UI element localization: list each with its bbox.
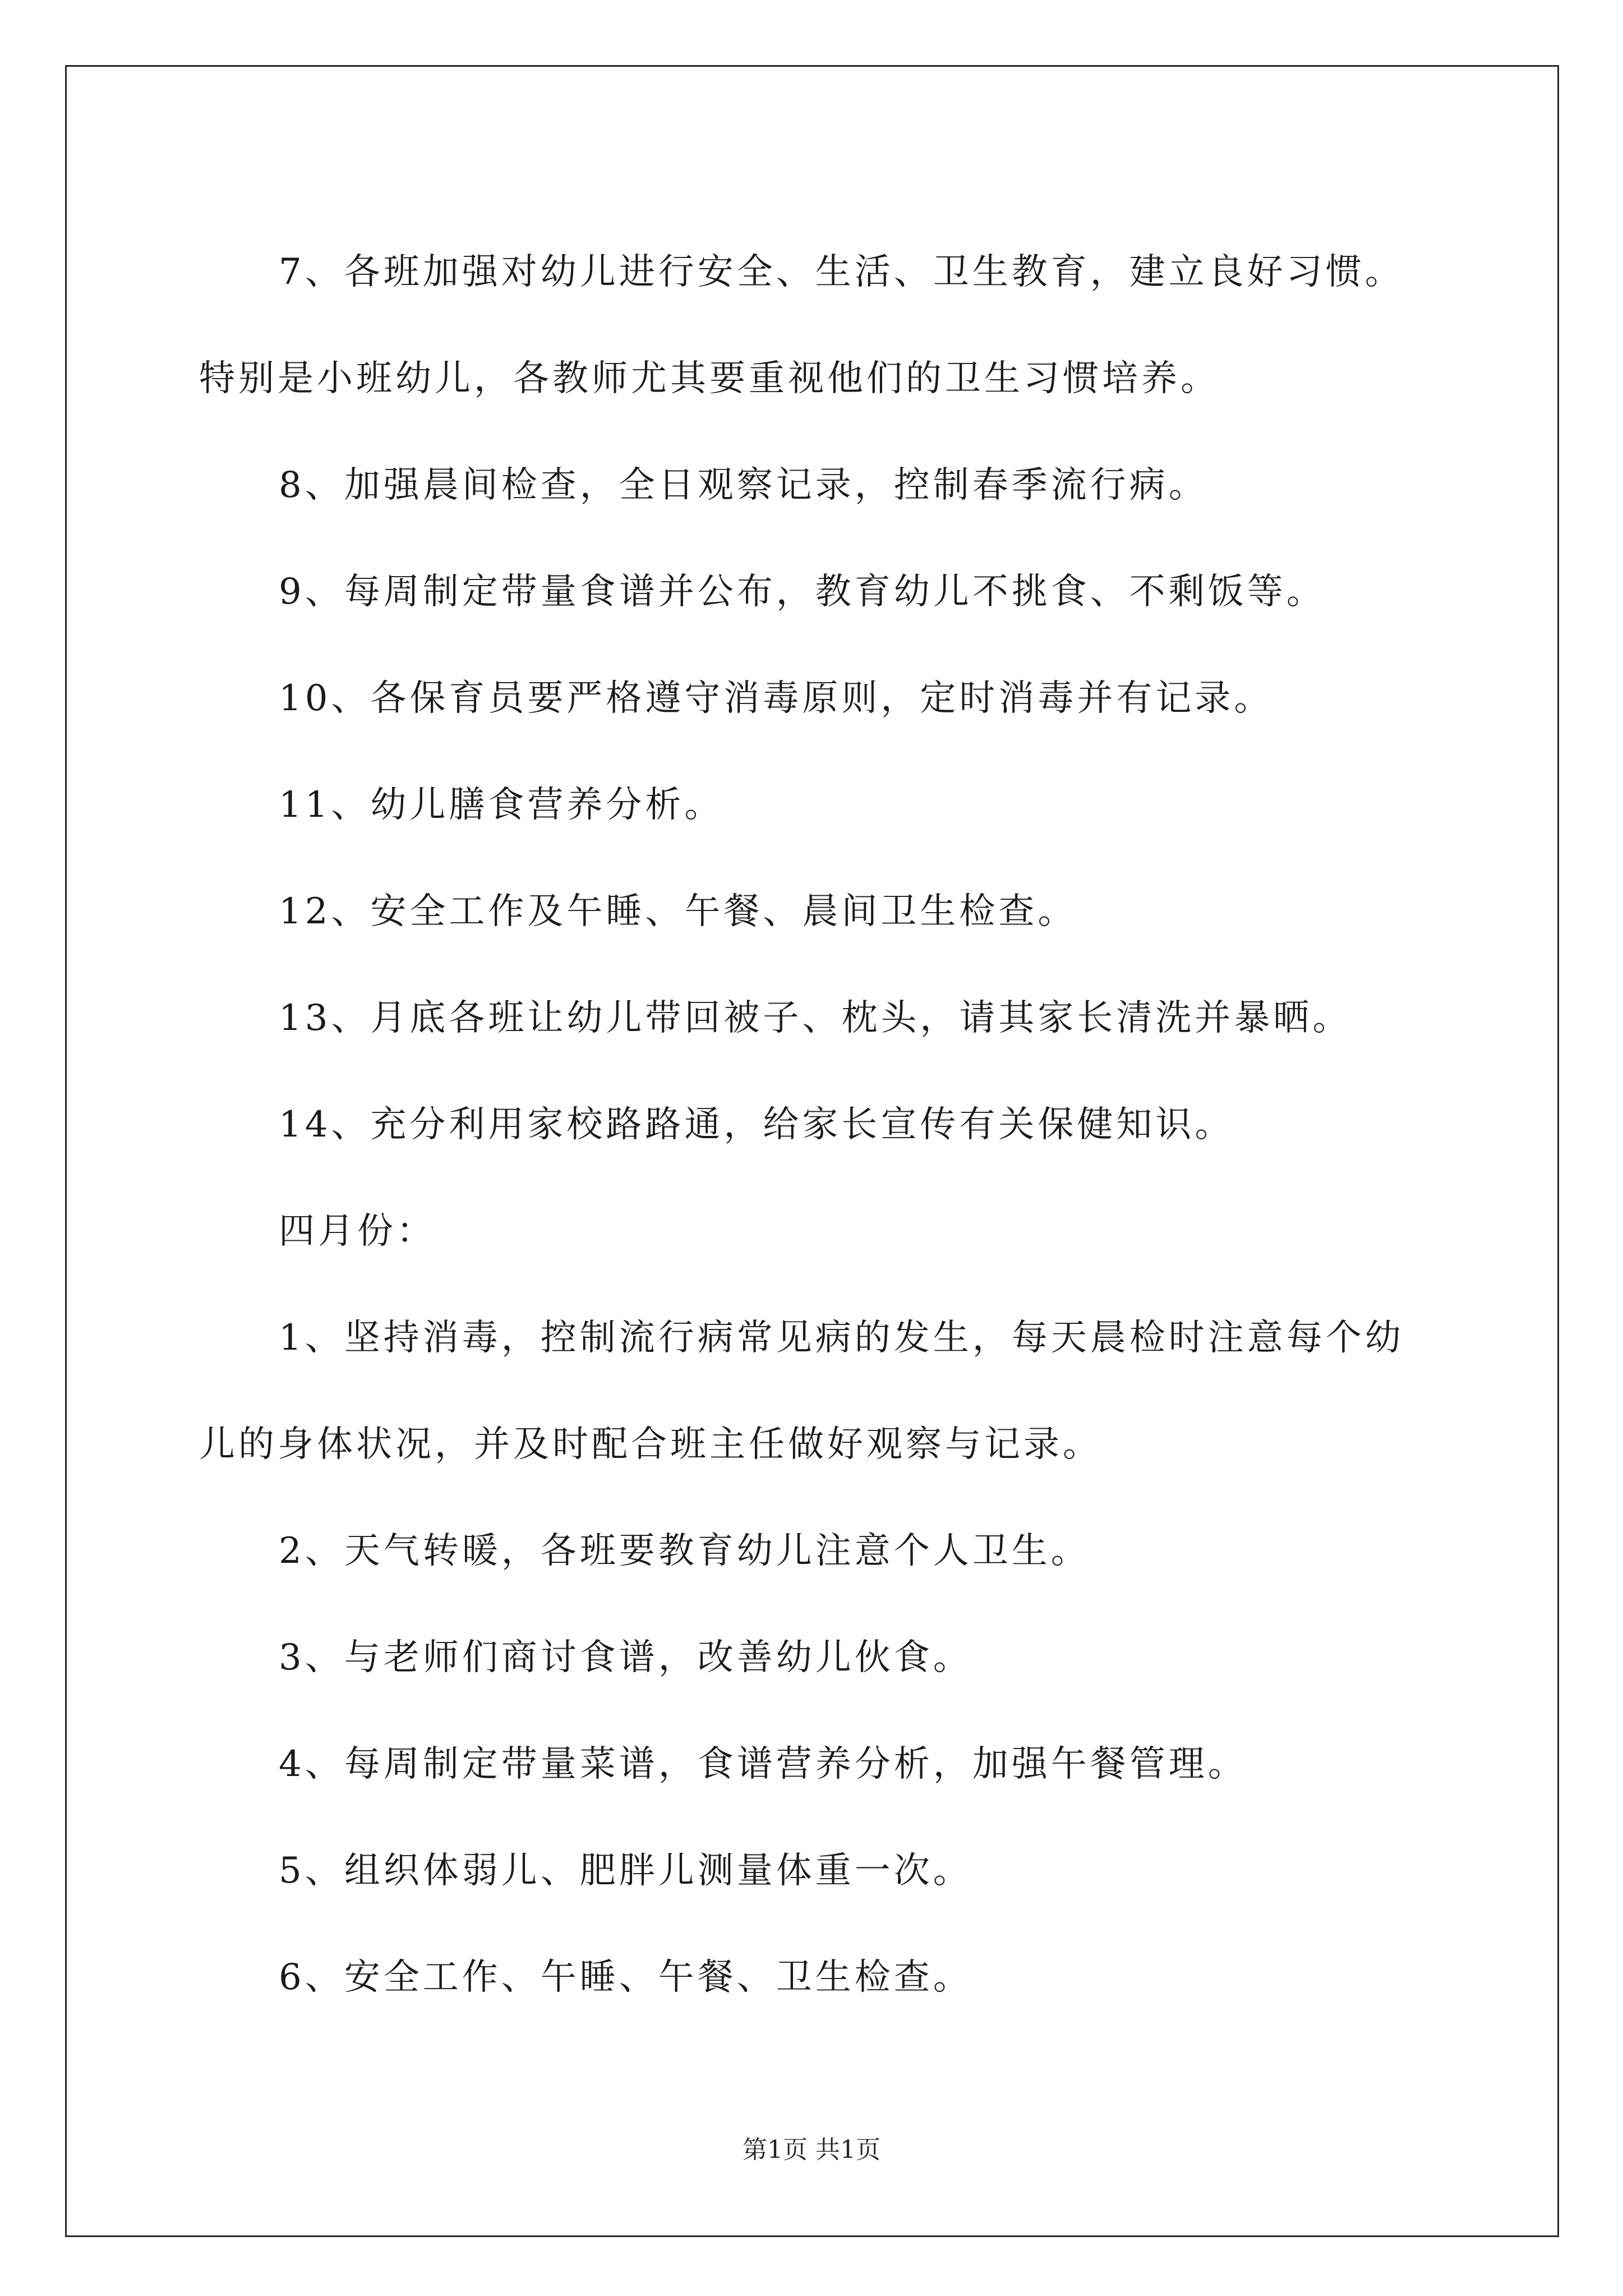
paragraph: 3、与老师们商讨食谱，改善幼儿伙食。 (279, 1637, 972, 1678)
paragraph: 6、安全工作、午睡、午餐、卫生检查。 (279, 1957, 972, 1998)
paragraph: 5、组织体弱儿、肥胖儿测量体重一次。 (279, 1850, 972, 1892)
paragraph: 14、充分利用家校路路通，给家长宣传有关保健知识。 (279, 1104, 1234, 1145)
paragraph: 儿的身体状况，并及时配合班主任做好观察与记录。 (199, 1424, 1102, 1465)
paragraph: 4、每周制定带量菜谱，食谱营养分析，加强午餐管理。 (279, 1743, 1247, 1785)
paragraph: 9、每周制定带量食谱并公布，教育幼儿不挑食、不剩饭等。 (279, 571, 1326, 613)
page-number-footer: 第1页 共1页 (743, 2136, 880, 2164)
paragraph: 特别是小班幼儿，各教师尤其要重视他们的卫生习惯培养。 (199, 358, 1220, 399)
paragraph: 11、幼儿膳食营养分析。 (279, 784, 724, 826)
paragraph: 10、各保育员要严格遵守消毒原则，定时消毒并有记录。 (279, 678, 1274, 719)
section-heading: 四月份： (279, 1211, 436, 1252)
paragraph: 12、安全工作及午睡、午餐、晨间卫生检查。 (279, 891, 1077, 932)
document-body (199, 219, 1489, 2031)
paragraph: 2、天气转暖，各班要教育幼儿注意个人卫生。 (279, 1530, 1090, 1572)
paragraph: 8、加强晨间检查，全日观察记录，控制春季流行病。 (279, 464, 1208, 506)
paragraph: 13、月底各班让幼儿带回被子、枕头，请其家长清洗并暴晒。 (279, 997, 1352, 1039)
paragraph: 7、各班加强对幼儿进行安全、生活、卫生教育，建立良好习惯。 (279, 251, 1404, 293)
paragraph: 1、坚持消毒，控制流行病常见病的发生，每天晨检时注意每个幼 (279, 1317, 1404, 1359)
